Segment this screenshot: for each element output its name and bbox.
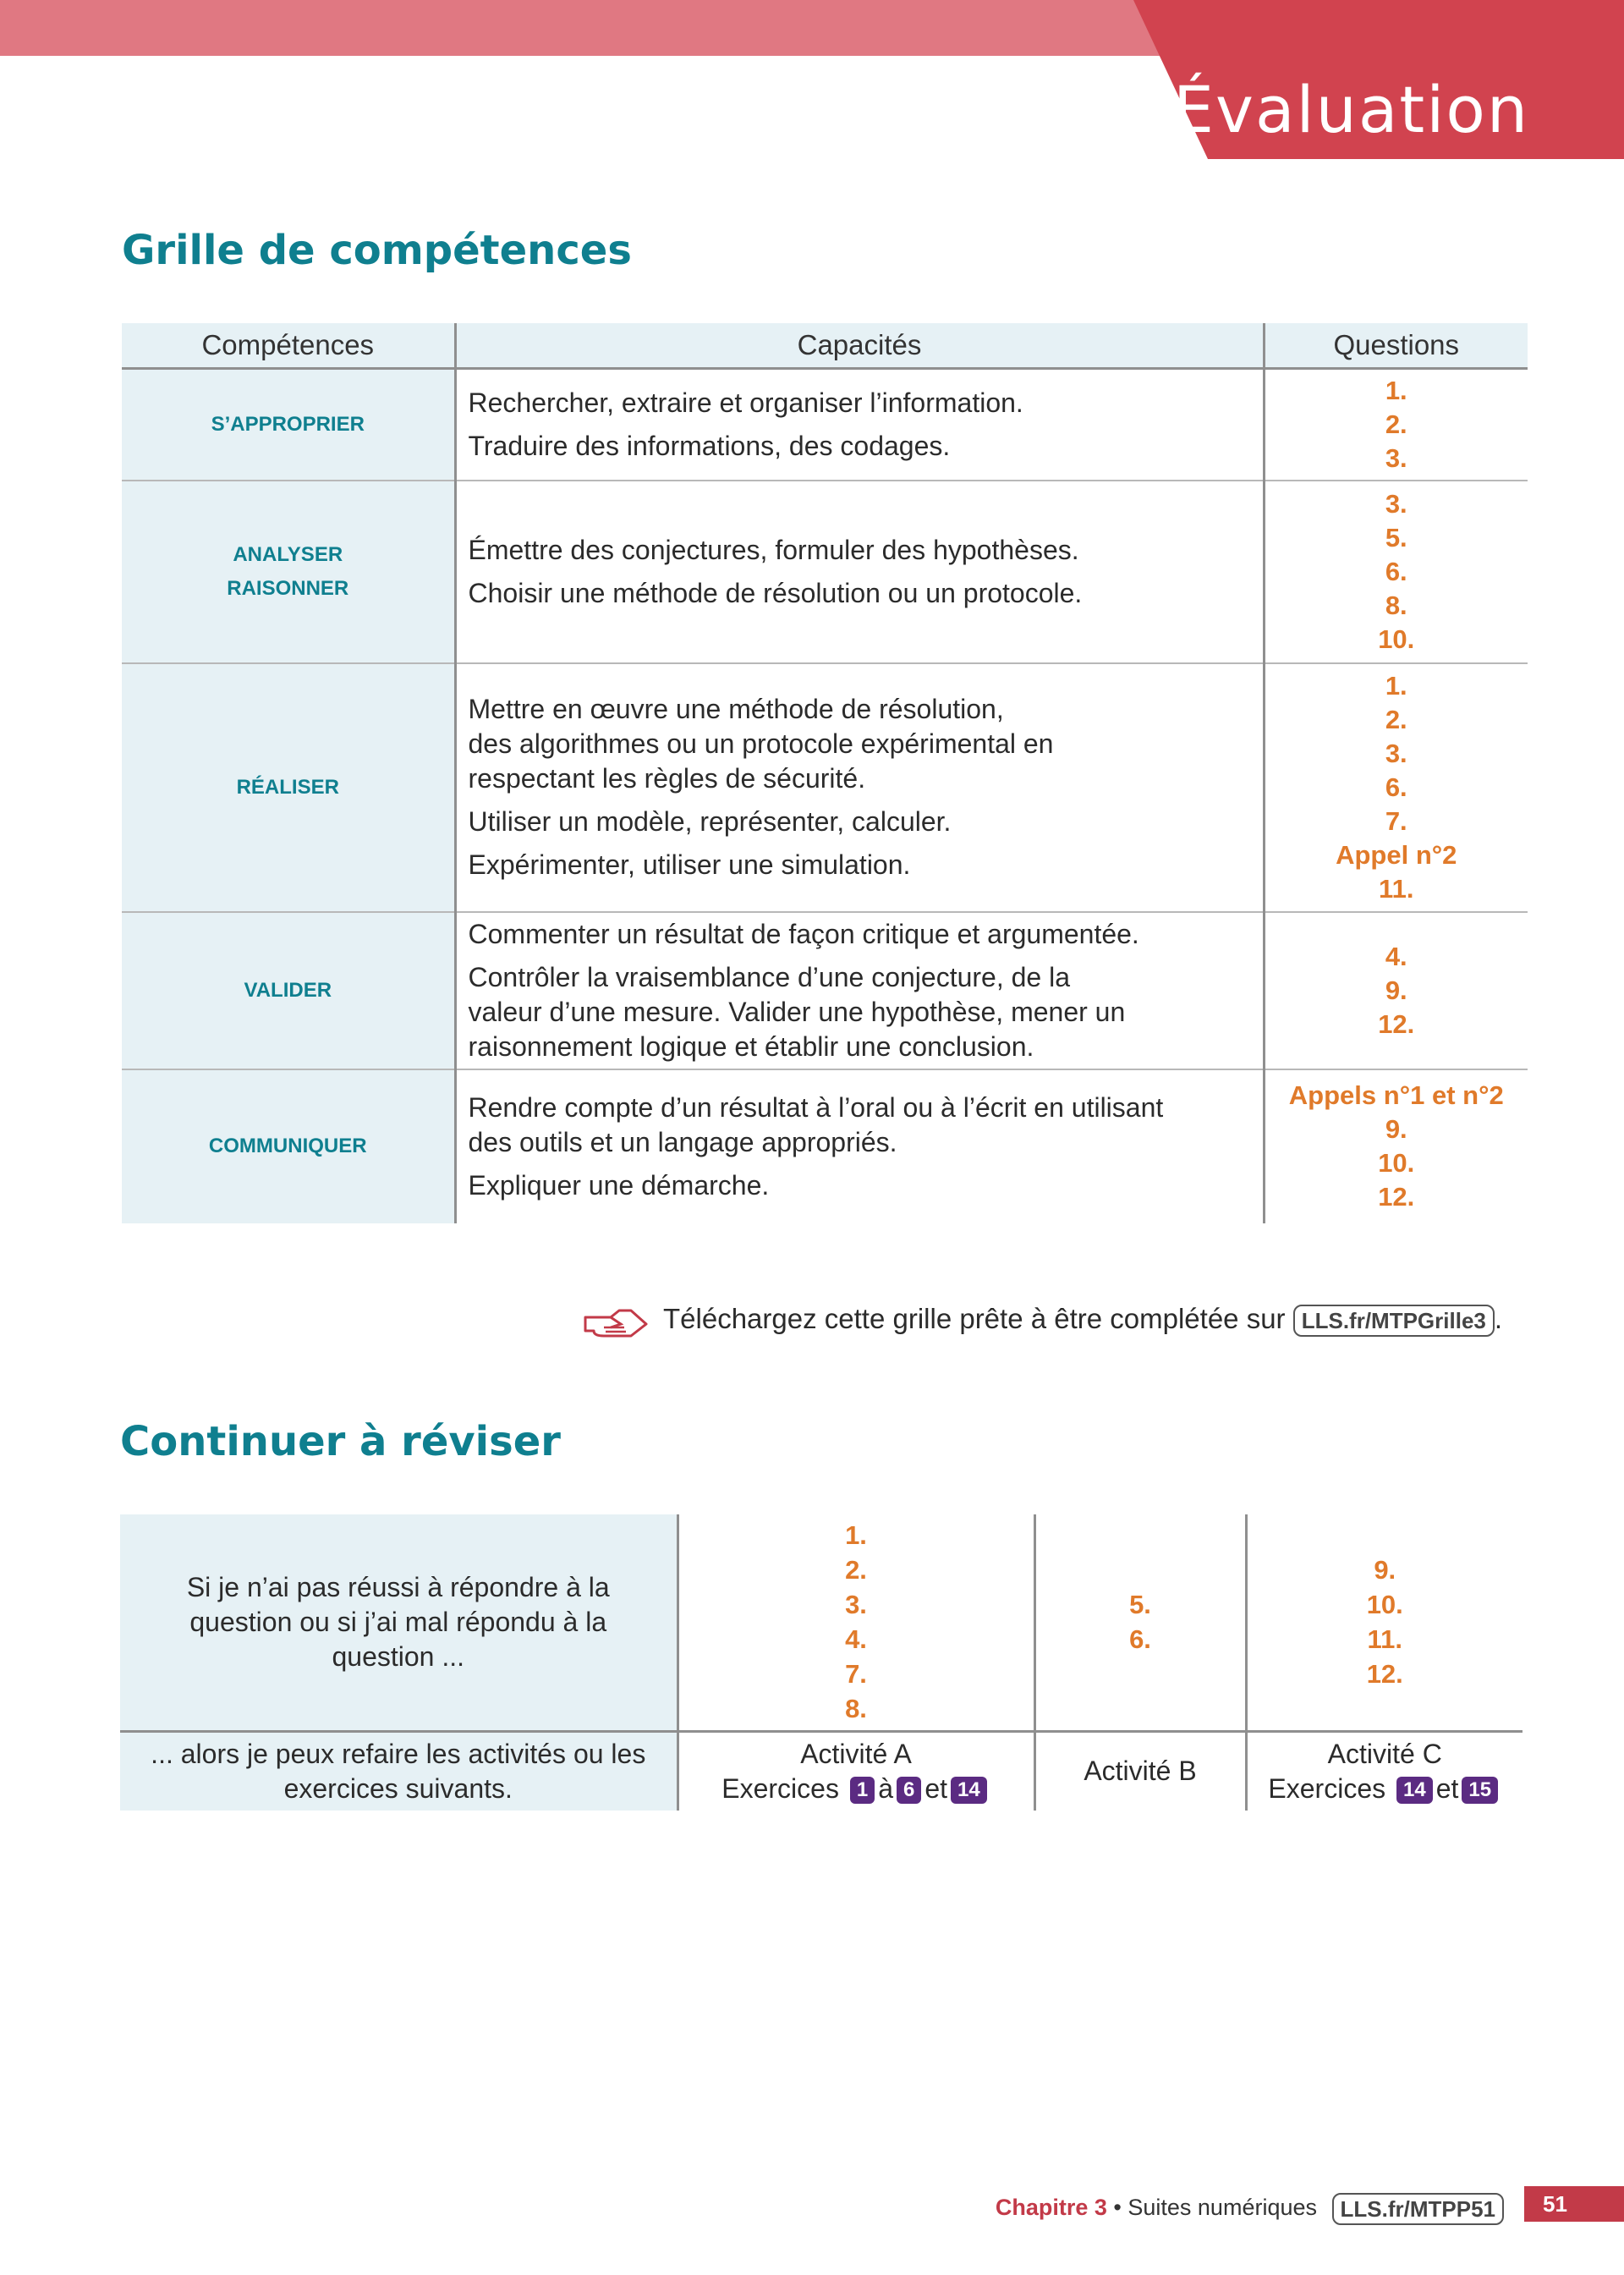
grid-download-link[interactable]: LLS.fr/MTPGrille3 bbox=[1293, 1305, 1495, 1337]
capacity-cell bbox=[455, 369, 1264, 481]
question-ref: 6. bbox=[1385, 556, 1407, 586]
question-label-text: question ou si j’ai mal répondu à la bbox=[189, 1606, 607, 1637]
table-row bbox=[122, 1069, 1528, 1223]
question-ref: 12. bbox=[1378, 1182, 1415, 1212]
footer-chapter: Chapitre 3 bbox=[995, 2195, 1107, 2221]
question-label-text: question ... bbox=[332, 1640, 465, 1672]
header-band bbox=[0, 0, 1320, 56]
competence-label: RÉALISER bbox=[236, 775, 339, 799]
capacity-text: Mettre en œuvre une méthode de résolution, bbox=[468, 694, 1004, 724]
question-ref: 7. bbox=[845, 1659, 867, 1690]
question-ref: 9. bbox=[1374, 1555, 1396, 1585]
exercise-badge[interactable]: 14 bbox=[951, 1777, 987, 1804]
question-ref: 10. bbox=[1366, 1590, 1403, 1620]
question-ref: 1. bbox=[1385, 670, 1407, 701]
activity-cell bbox=[1034, 1731, 1246, 1811]
exercises-line bbox=[679, 1772, 1034, 1806]
capacity-text: respectant les règles de sécurité. bbox=[468, 763, 866, 794]
capacity-text: raisonnement logique et établir une conclusion. bbox=[468, 1030, 1034, 1062]
competence-label: VALIDER bbox=[244, 978, 332, 1002]
question-ref: Appels n°1 et n°2 bbox=[1288, 1080, 1504, 1110]
footer-link[interactable]: LLS.fr/MTPP51 bbox=[1332, 2193, 1504, 2225]
exercise-badge[interactable]: 1 bbox=[850, 1777, 875, 1804]
competence-cell bbox=[122, 369, 455, 481]
download-period: . bbox=[1494, 1303, 1503, 1334]
pointing-hand-icon bbox=[582, 1305, 650, 1343]
question-ref: 12. bbox=[1366, 1659, 1403, 1690]
capacity-text: Émettre des conjectures, formuler des hypothèses. bbox=[468, 534, 1079, 565]
questions-cell bbox=[678, 1514, 1034, 1731]
question-ref: 10. bbox=[1378, 624, 1415, 654]
competence-cell bbox=[122, 1069, 455, 1223]
question-ref: 1. bbox=[845, 1520, 867, 1551]
question-ref: 12. bbox=[1378, 1008, 1415, 1039]
capacity-cell bbox=[455, 663, 1264, 912]
exercise-badge[interactable]: 14 bbox=[1396, 1777, 1433, 1804]
question-ref: Appel n°2 bbox=[1336, 839, 1457, 870]
exercises-line bbox=[1248, 1772, 1523, 1806]
page-number: 51 bbox=[1524, 2186, 1624, 2222]
exercise-badge[interactable]: 15 bbox=[1462, 1777, 1498, 1804]
question-ref: 9. bbox=[1385, 1114, 1407, 1144]
question-ref: 8. bbox=[845, 1694, 867, 1724]
capacity-text: Contrôler la vraisemblance d’une conjecture, de la bbox=[468, 961, 1070, 992]
capacity-text: Expérimenter, utiliser une simulation. bbox=[468, 849, 911, 880]
question-ref: 1. bbox=[1385, 375, 1407, 405]
competence-label: ANALYSER bbox=[233, 542, 343, 566]
questions-cell bbox=[1246, 1514, 1522, 1731]
question-ref: 6. bbox=[1129, 1624, 1151, 1655]
footer-subject: Suites numériques bbox=[1127, 2195, 1317, 2221]
questions-cell bbox=[1264, 912, 1528, 1069]
table-header-row bbox=[122, 323, 1528, 369]
and-separator: et bbox=[1435, 1772, 1459, 1804]
activity-link[interactable]: Activité B bbox=[1084, 1756, 1197, 1787]
table-row bbox=[122, 369, 1528, 481]
question-label-cell bbox=[120, 1514, 678, 1731]
competence-label: COMMUNIQUER bbox=[208, 1135, 367, 1157]
capacity-text: des algorithmes ou un protocole expérimental en bbox=[468, 728, 1054, 759]
header-capacities: Capacités bbox=[455, 323, 1264, 369]
question-ref: 3. bbox=[1385, 738, 1407, 768]
action-label-cell bbox=[120, 1731, 678, 1811]
question-ref: 8. bbox=[1385, 590, 1407, 620]
table-row bbox=[122, 481, 1528, 663]
competence-cell bbox=[122, 663, 455, 912]
capacity-text: Commenter un résultat de façon critique et argumentée. bbox=[468, 918, 1139, 949]
capacity-cell bbox=[455, 1069, 1264, 1223]
range-separator: à bbox=[878, 1772, 893, 1804]
header-competences: Compétences bbox=[122, 323, 455, 369]
competence-label: S’APPROPRIER bbox=[211, 412, 365, 436]
revise-title: Continuer à réviser bbox=[120, 1418, 561, 1465]
activity-cell bbox=[1246, 1731, 1522, 1811]
questions-cell bbox=[1034, 1514, 1246, 1731]
exercises-label: Exercices bbox=[721, 1772, 839, 1804]
question-ref: 2. bbox=[845, 1555, 867, 1585]
capacity-text: Choisir une méthode de résolution ou un protocole. bbox=[468, 577, 1083, 608]
questions-cell bbox=[1264, 663, 1528, 912]
capacity-text: valeur d’une mesure. Valider une hypothèse, mener un bbox=[468, 996, 1126, 1027]
table-row bbox=[122, 663, 1528, 912]
questions-cell bbox=[1264, 369, 1528, 481]
activity-link[interactable]: Activité A bbox=[800, 1738, 912, 1769]
footer-bullet: • bbox=[1113, 2195, 1122, 2221]
question-ref: 3. bbox=[845, 1590, 867, 1620]
competence-label: RAISONNER bbox=[227, 576, 349, 600]
question-ref: 11. bbox=[1367, 1624, 1402, 1655]
exercises-label: Exercices bbox=[1268, 1772, 1386, 1804]
capacity-text: Expliquer une démarche. bbox=[468, 1169, 770, 1201]
questions-cell bbox=[1264, 1069, 1528, 1223]
question-ref: 4. bbox=[845, 1624, 867, 1655]
capacity-cell bbox=[455, 912, 1264, 1069]
competence-cell bbox=[122, 912, 455, 1069]
table-row bbox=[120, 1731, 1522, 1811]
question-ref: 4. bbox=[1385, 941, 1407, 971]
and-separator: et bbox=[924, 1772, 948, 1804]
question-ref: 5. bbox=[1385, 522, 1407, 552]
capacity-text: Rendre compte d’un résultat à l’oral ou à l’écrit en utilisant bbox=[468, 1091, 1164, 1123]
questions-cell bbox=[1264, 481, 1528, 663]
question-ref: 11. bbox=[1379, 873, 1414, 904]
action-label-text: exercices suivants. bbox=[283, 1772, 513, 1804]
capacity-text: Utiliser un modèle, représenter, calculer. bbox=[468, 806, 952, 837]
revise-table bbox=[120, 1514, 1522, 1811]
question-ref: 9. bbox=[1385, 975, 1407, 1005]
footer bbox=[996, 2193, 1504, 2225]
evaluation-title: Évaluation bbox=[1172, 72, 1529, 147]
capacity-cell bbox=[455, 481, 1264, 663]
exercise-badge[interactable]: 6 bbox=[897, 1777, 921, 1804]
grid-title: Grille de compétences bbox=[122, 227, 632, 274]
question-ref: 7. bbox=[1385, 805, 1407, 836]
competences-table bbox=[122, 323, 1528, 1223]
activity-cell bbox=[678, 1731, 1034, 1811]
question-ref: 2. bbox=[1385, 704, 1407, 734]
capacity-text: Traduire des informations, des codages. bbox=[468, 430, 951, 461]
question-ref: 6. bbox=[1385, 772, 1407, 802]
capacity-text: Rechercher, extraire et organiser l’information. bbox=[468, 387, 1023, 418]
question-ref: 10. bbox=[1378, 1148, 1415, 1178]
action-label-text: ... alors je peux refaire les activités ou les bbox=[151, 1738, 646, 1769]
download-text: Téléchargez cette grille prête à être complétée sur bbox=[663, 1303, 1286, 1334]
capacity-text: des outils et un langage appropriés. bbox=[468, 1126, 897, 1157]
table-row bbox=[122, 912, 1528, 1069]
competence-cell bbox=[122, 481, 455, 663]
question-ref: 3. bbox=[1385, 488, 1407, 519]
question-ref: 3. bbox=[1385, 442, 1407, 473]
table-row bbox=[120, 1514, 1522, 1731]
header-questions: Questions bbox=[1264, 323, 1528, 369]
download-line bbox=[663, 1303, 1502, 1337]
question-label-text: Si je n’ai pas réussi à répondre à la bbox=[186, 1571, 610, 1602]
question-ref: 2. bbox=[1385, 409, 1407, 439]
question-ref: 5. bbox=[1129, 1590, 1151, 1620]
activity-link[interactable]: Activité C bbox=[1327, 1738, 1442, 1769]
